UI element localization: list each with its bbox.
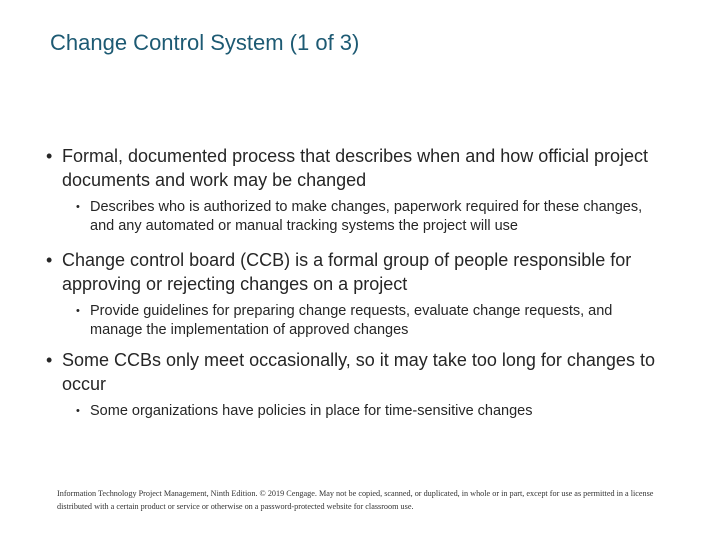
sub-bullet-text-3: Some organizations have policies in place for time-sensitive changes [90, 403, 533, 419]
sub-bullet-item-2 [74, 302, 666, 340]
bullet-item-3 [46, 348, 666, 396]
bullet-text-2: Change control board (CCB) is a formal group of people responsible for approving or rejecting changes on a project [62, 250, 632, 294]
bullet-marker: • [46, 350, 53, 370]
bullet-item-2 [46, 248, 666, 296]
sub-bullet-text-2: Provide guidelines for preparing change requests, evaluate change requests, and manage the implementation of approved changes [90, 303, 613, 338]
sub-bullet-marker: • [76, 305, 80, 317]
bullet-text-1: Formal, documented process that describes when and how official project documents and work may be changed [62, 146, 648, 190]
bullet-group-3 [46, 348, 666, 421]
slide-title: Change Control System (1 of 3) [50, 30, 360, 55]
sub-bullet-item-3 [74, 402, 666, 421]
copyright-footer: Information Technology Project Management, Ninth Edition. © 2019 Cengage. May not be copied, scanned, or duplicated, in whole or in part, except for use as permitted in a license distributed with a certain product or service or otherwise on a password-protected website for classroom use. [57, 489, 654, 511]
sub-bullet-marker: • [76, 405, 80, 417]
bullet-marker: • [46, 146, 53, 166]
bullet-group-1 [46, 144, 666, 236]
bullet-text-3: Some CCBs only meet occasionally, so it may take too long for changes to occur [62, 350, 655, 394]
sub-bullet-item-1 [74, 198, 666, 236]
sub-bullet-text-1: Describes who is authorized to make changes, paperwork required for these changes, and any automated or manual tracking systems the project will use [90, 199, 643, 234]
bullet-group-2 [46, 248, 666, 340]
sub-bullet-marker: • [76, 201, 80, 213]
bullet-list [46, 144, 666, 421]
bullet-marker: • [46, 250, 53, 270]
bullet-item-1 [46, 144, 666, 192]
